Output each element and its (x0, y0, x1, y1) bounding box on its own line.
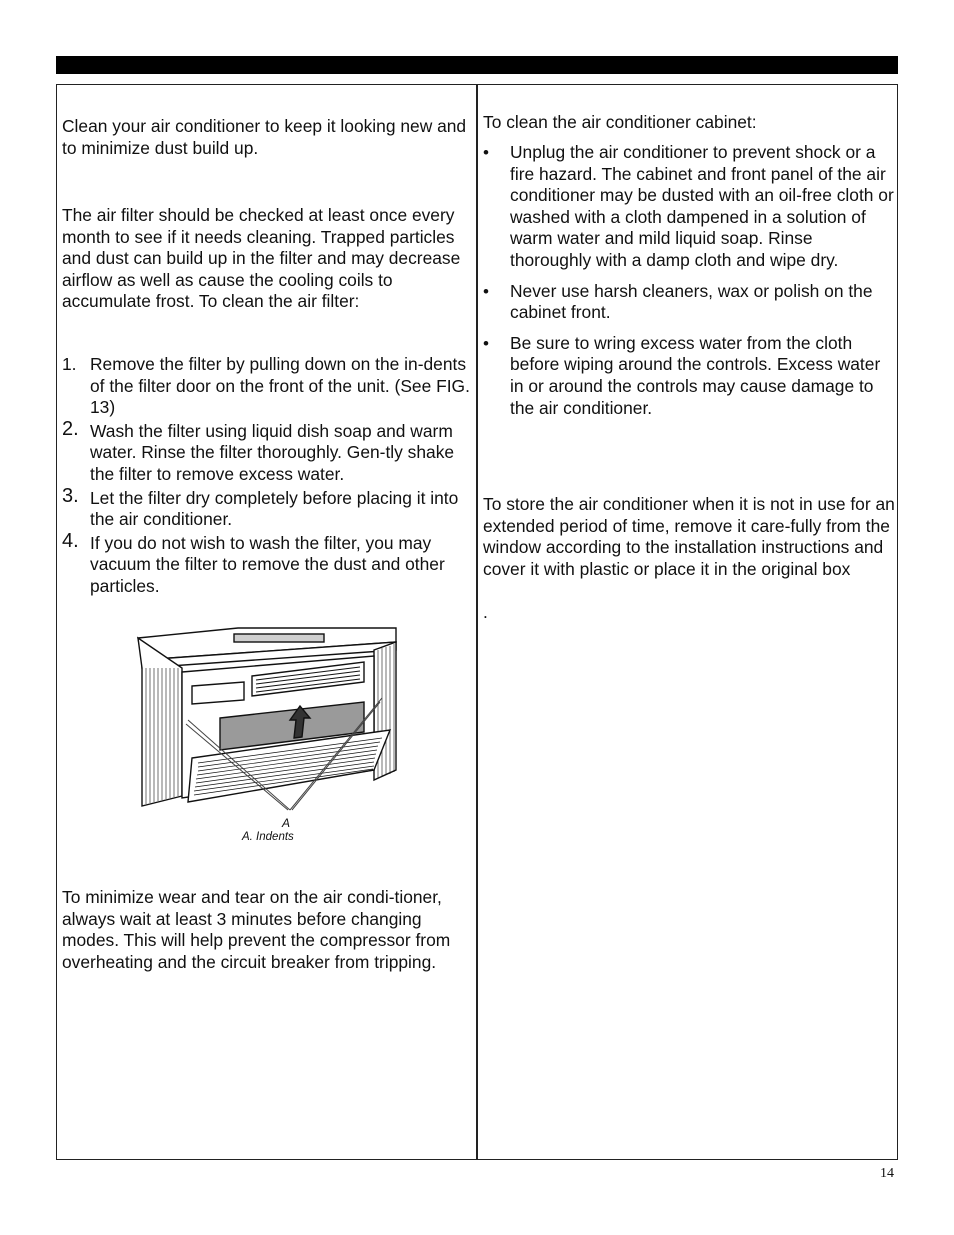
header-bar (56, 56, 898, 74)
step-number: 1. (62, 354, 77, 374)
storage-paragraph: To store the air conditioner when it is not in use for an extended period of time, remove it care-fully from the window according to the installation instructions and cover it with plastic or place it in the original box (483, 494, 895, 579)
column-divider (476, 84, 478, 1160)
step-text: Wash the filter using liquid dish soap and warm water. Rinse the filter thoroughly. Gen-tly shake the filter to remove excess water. (90, 420, 455, 484)
step-item (62, 417, 470, 486)
cabinet-cleaning-list (483, 142, 895, 428)
cabinet-intro: To clean the air conditioner cabinet: (483, 112, 757, 132)
bullet-icon: • (483, 143, 489, 162)
bullet-icon: • (483, 333, 489, 353)
bullet-text: Unplug the air conditioner to prevent shock or a fire hazard. The cabinet and front panel of the air conditioner may be dusted with an oil-free cloth or washed with a cloth dampened in a solution of warm water and mild liquid soap. Rinse thoroughly with a damp cloth and wipe dry. (510, 142, 894, 270)
step-text: If you do not wish to wash the filter, you may vacuum the filter to remove the dust and other particles. (90, 532, 445, 596)
intro-paragraph: Clean your air conditioner to keep it looking new and to minimize dust build up. (62, 116, 467, 158)
step-number: 4. (62, 529, 79, 552)
page-number: 14 (880, 1166, 894, 1181)
step-item (62, 484, 470, 531)
bullet-icon: • (483, 281, 489, 301)
trailing-period: . (483, 602, 488, 622)
bullet-text: Never use harsh cleaners, wax or polish on the cabinet front. (510, 280, 873, 323)
figure-caption: A. Indents (242, 831, 294, 843)
list-item (483, 281, 895, 324)
filter-cleaning-steps (62, 354, 470, 600)
step-number: 2. (62, 417, 79, 440)
bullet-text: Be sure to wring excess water from the cloth before wiping around the controls. Excess water in or around the controls may cause damage to the air conditioner. (510, 332, 881, 418)
list-item (483, 142, 895, 272)
air-conditioner-illustration (128, 620, 418, 820)
wear-and-tear-paragraph: To minimize wear and tear on the air condi-tioner, always wait at least 3 minutes before changing modes. This will help prevent the compressor from overheating and the circuit breaker from tripping. (62, 887, 451, 972)
figure-label-letter: A (282, 816, 291, 830)
step-text: Let the filter dry completely before placing it into the air conditioner. (90, 487, 459, 530)
air-filter-paragraph: The air filter should be checked at least once every month to see if it needs cleaning. Trapped particles and dust can build up in the filter and may decrease airflow as well as cause the cooling coils to accumulate frost. To clean the air filter: (62, 205, 461, 312)
list-item (483, 333, 895, 419)
step-item (62, 354, 470, 419)
step-item (62, 529, 470, 598)
step-text: Remove the filter by pulling down on the in-dents of the filter door on the front of the unit. (See FIG. 13) (90, 354, 470, 418)
step-number: 3. (62, 484, 79, 507)
